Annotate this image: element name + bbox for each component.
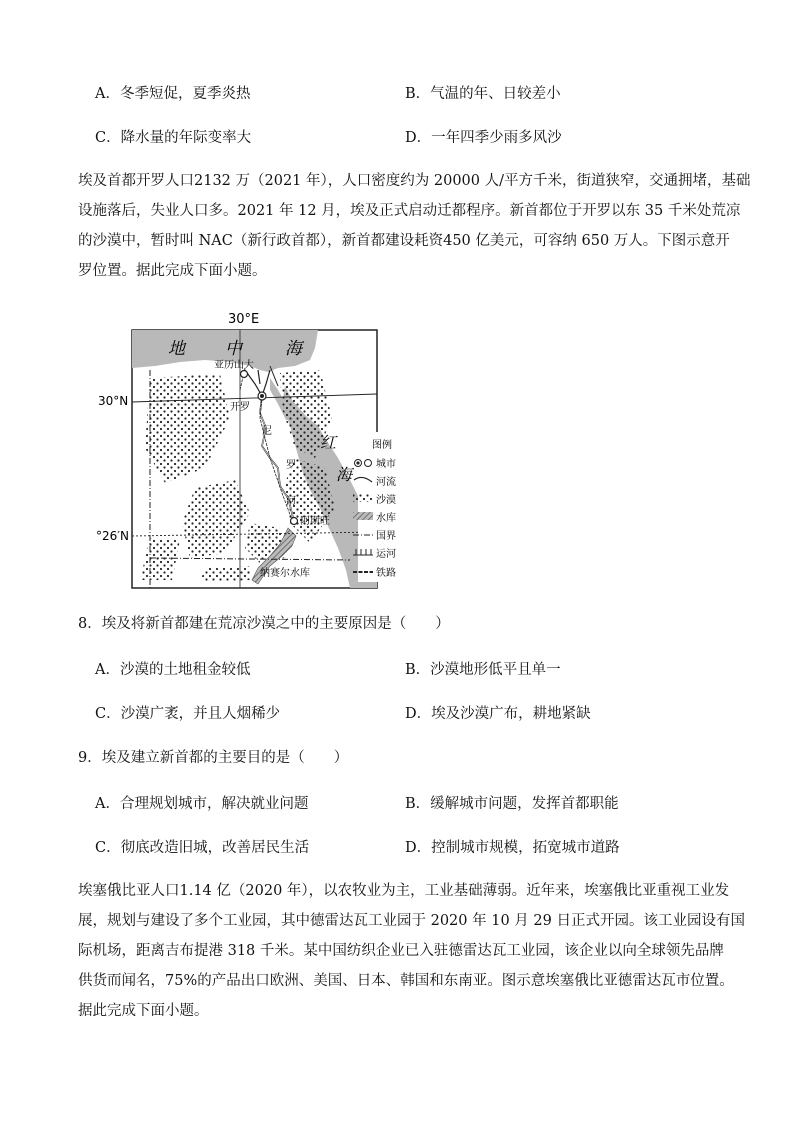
river-label: 罗 bbox=[286, 460, 296, 471]
passage-line: 供货而闻名，75%的产品出口欧洲、美国、日本、韩国和东南亚。图示意埃塞俄比亚德雷达瓦市位置。 bbox=[78, 973, 734, 989]
passage-line: 罗位置。据此完成下面小题。 bbox=[78, 263, 267, 279]
passage-ethiopia bbox=[78, 876, 745, 1026]
legend-city-icon bbox=[365, 460, 372, 467]
q8-stem: 8．埃及将新首都建在荒凉沙漠之中的主要原因是（ ） bbox=[78, 616, 450, 632]
legend-city-dot bbox=[356, 461, 359, 464]
sea-label: 海 bbox=[336, 465, 353, 484]
passage-line: 设施落后，失业人口多。2021 年 12 月，埃及正式启动迁都程序。新首都位于开罗以东 35 千米处荒凉 bbox=[78, 203, 741, 219]
q9-option-c: C．彻底改造旧城，改善居民生活 bbox=[95, 840, 310, 856]
legend-reservoir-icon bbox=[353, 512, 373, 520]
q7-option-a: A．冬季短促，夏季炎热 bbox=[95, 86, 251, 102]
legend-river: 河流 bbox=[376, 477, 396, 488]
city-alexandria-marker bbox=[241, 371, 248, 378]
q9-stem: 9．埃及建立新首都的主要目的是（ ） bbox=[78, 750, 349, 766]
legend-canal: 运河 bbox=[376, 549, 396, 560]
river-label: 河 bbox=[286, 496, 296, 507]
legend-desert: 沙漠 bbox=[376, 495, 396, 506]
legend-railway: 铁路 bbox=[376, 568, 396, 579]
q9-option-a: A．合理规划城市，解决就业问题 bbox=[95, 796, 309, 812]
sea-label: 红 bbox=[320, 433, 337, 452]
legend-desert-icon bbox=[353, 494, 373, 502]
passage-cairo bbox=[78, 166, 751, 286]
passage-line: 展，规划与建设了多个工业园，其中德雷达瓦工业园于 2020 年 10 月 29 日正式开园。该工业园设有国 bbox=[78, 913, 745, 929]
river-label: 尼 bbox=[262, 426, 272, 437]
longitude-label: 30°E bbox=[228, 312, 260, 327]
q7-option-b: B．气温的年、日较差小 bbox=[405, 86, 561, 102]
capital-dot bbox=[260, 394, 264, 398]
legend-border: 国界 bbox=[376, 531, 396, 542]
legend-city: 城市 bbox=[376, 459, 396, 470]
passage-line: 埃及首都开罗人口2132 万（2021 年），人口密度约为 20000 人/平方千米，街道狭窄，交通拥堵，基础 bbox=[78, 173, 751, 189]
q8-option-d: D．埃及沙漠广布，耕地紧缺 bbox=[405, 706, 591, 722]
city-label: 亚历山大 bbox=[214, 360, 254, 371]
q7-option-d: D．一年四季少雨多风沙 bbox=[405, 130, 562, 146]
city-aswan-marker bbox=[291, 518, 298, 525]
reservoir-label: 纳赛尔水库 bbox=[260, 568, 310, 579]
passage-line: 埃塞俄比亚人口1.14 亿（2020 年），以农牧业为主，工业基础薄弱。近年来，埃塞俄比亚重视工业发 bbox=[78, 883, 730, 899]
q9-option-b: B．缓解城市问题，发挥首都职能 bbox=[405, 796, 619, 812]
sea-label: 中 bbox=[225, 339, 242, 359]
city-label: 阿斯旺 bbox=[300, 516, 330, 527]
q9-option-d: D．控制城市规模，拓宽城市道路 bbox=[405, 840, 620, 856]
q8-option-c: C．沙漠广袤，并且人烟稀少 bbox=[95, 706, 281, 722]
legend-title: 图例 bbox=[372, 440, 392, 451]
sea-label: 地 bbox=[168, 339, 185, 359]
passage-line: 据此完成下面小题。 bbox=[78, 1003, 209, 1019]
passage-line: 的沙漠中，暂时叫 NAC（新行政首都），新首都建设耗资450 亿美元，可容纳 650 万人。下图示意开 bbox=[78, 233, 730, 249]
city-label: 开罗 bbox=[230, 402, 250, 413]
cairo-location-map bbox=[96, 308, 400, 593]
q8-option-a: A．沙漠的土地租金较低 bbox=[95, 662, 251, 678]
q8-option-b: B．沙漠地形低平且单一 bbox=[405, 662, 561, 678]
latitude-26-label: °26′N bbox=[96, 529, 129, 543]
q7-option-c: C．降水量的年际变率大 bbox=[95, 130, 252, 146]
latitude-30-label: 30°N bbox=[98, 394, 129, 408]
passage-line: 际机场，距离吉布提港 318 千米。某中国纺织企业已入驻德雷达瓦工业园，该企业以向全球领先品牌 bbox=[78, 943, 724, 959]
legend-reservoir: 水库 bbox=[376, 513, 396, 524]
sea-label: 海 bbox=[285, 339, 302, 359]
desert-area bbox=[200, 566, 250, 582]
